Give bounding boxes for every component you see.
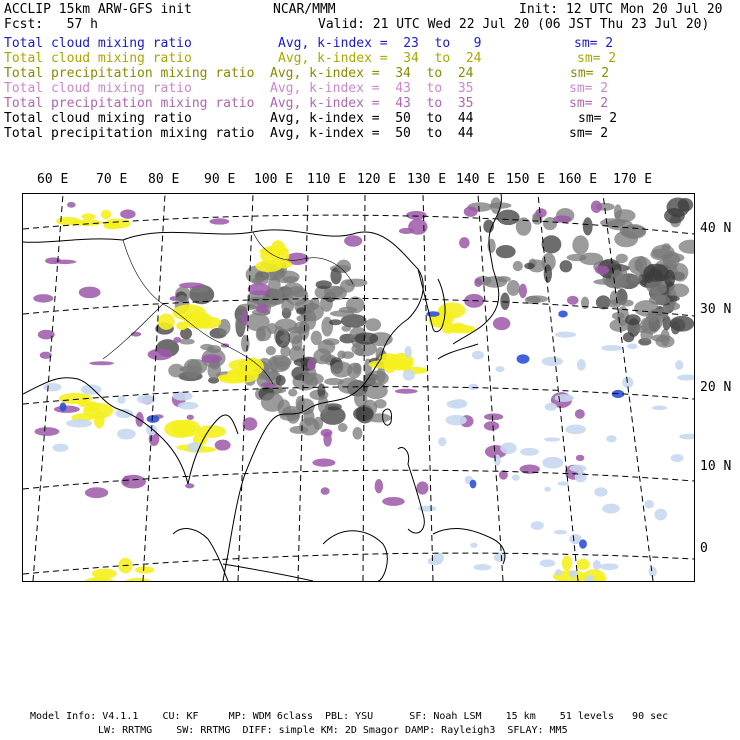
longitude-label: 160 E [558, 172, 598, 187]
cloud-lightblue-patch [555, 569, 562, 576]
cloud-gray-patch [355, 347, 365, 355]
cloud-lightblue-patch [555, 331, 576, 337]
cloud-lightblue-patch [575, 471, 587, 482]
precip-purple-patch [576, 455, 585, 461]
cloud-yellow-patch [101, 210, 111, 220]
latitude-label: 10 N [700, 459, 732, 474]
cloud-gray-patch [316, 280, 332, 289]
cloud-lightblue-patch [652, 406, 667, 411]
legend-k-index-range: Avg, k-index = 50 to 44 [270, 111, 474, 126]
cloud-lightblue-patch [565, 425, 585, 435]
cloud-gray-patch [338, 423, 348, 432]
cloud-gray-patch [266, 346, 276, 355]
cloud-lightblue-patch [600, 563, 619, 570]
precip-purple-patch [241, 311, 248, 326]
cloud-gray-patch [513, 261, 523, 271]
legend-k-index-range: Avg, k-index = 50 to 44 [270, 126, 474, 141]
legend-smoothing: sm= 2 [569, 81, 609, 96]
cloud-lightblue-patch [438, 437, 446, 446]
cloud-gray-patch [338, 378, 362, 394]
precip-purple-patch [395, 389, 418, 394]
precip-purple-patch [321, 429, 333, 437]
cloud-gray-patch [353, 407, 373, 421]
cloud-lightblue-patch [500, 442, 517, 454]
cloud-gray-patch [276, 375, 286, 386]
cloud-gray-patch [183, 359, 202, 379]
cloud-blue-core [147, 415, 160, 423]
cloud-gray-patch [354, 390, 367, 407]
precip-purple-patch [344, 235, 362, 246]
cloud-gray-patch [267, 355, 290, 372]
precip-purple-patch [179, 282, 205, 288]
cloud-gray-patch [261, 393, 284, 412]
cloud-lightblue-patch [675, 360, 683, 370]
precip-purple-patch [553, 215, 571, 222]
cloud-yellow-patch [104, 218, 131, 228]
legend-k-index-range: Avg, k-index = 34 to 24 [278, 51, 482, 66]
cloud-lightblue-patch [602, 504, 620, 514]
precip-purple-patch [567, 296, 579, 305]
longitude-label: 170 E [613, 172, 653, 187]
cloud-gray-patch [648, 309, 668, 320]
cloud-lightblue-patch [554, 530, 567, 535]
cloud-gray-patch [636, 326, 647, 333]
cloud-yellow-patch [193, 316, 222, 328]
cloud-gray-patch [365, 318, 381, 331]
cloud-lightblue-patch [569, 465, 586, 472]
longitude-label: 80 E [148, 172, 180, 187]
cloud-gray-patch [608, 299, 621, 308]
cloud-lightblue-patch [428, 557, 442, 565]
cloud-gray-patch [179, 339, 194, 345]
precip-purple-patch [221, 343, 230, 347]
cloud-lightblue-patch [677, 374, 694, 380]
cloud-yellow-patch [171, 420, 200, 437]
precip-purple-patch [575, 409, 585, 419]
cloud-yellow-patch [135, 566, 154, 573]
precip-purple-patch [416, 481, 428, 494]
init-time: Init: 12 UTC Mon 20 Jul 20 [519, 2, 723, 17]
cloud-blue-core [558, 310, 568, 317]
precip-purple-patch [187, 415, 194, 420]
longitude-label: 140 E [456, 172, 496, 187]
valid-time: Valid: 21 UTC Wed 22 Jul 20 (06 JST Thu 23 Jul 20) [318, 17, 710, 32]
cloud-lightblue-patch [654, 509, 666, 521]
cloud-yellow-patch [78, 399, 89, 407]
precip-purple-patch [474, 278, 482, 287]
precip-purple-patch [459, 237, 470, 248]
cloud-lightblue-patch [557, 481, 568, 485]
precip-purple-patch [173, 337, 181, 343]
precip-purple-patch [256, 304, 268, 313]
latitude-label: 0 [700, 541, 708, 556]
cloud-lightblue-patch [512, 474, 520, 480]
cloud-gray-patch [280, 335, 289, 341]
precip-purple-patch [595, 265, 609, 274]
precip-purple-patch [34, 427, 59, 436]
precip-purple-patch [148, 349, 173, 361]
cloud-gray-patch [630, 274, 642, 282]
cloud-gray-patch [288, 389, 297, 397]
precip-purple-patch [131, 332, 141, 337]
cloud-lightblue-patch [554, 394, 574, 402]
cloud-lightblue-patch [178, 402, 199, 410]
cloud-yellow-patch [446, 325, 476, 334]
longitude-label: 70 E [96, 172, 128, 187]
cloud-lightblue-patch [451, 399, 467, 407]
legend-field-name: Total cloud mixing ratio [4, 81, 192, 96]
legend-smoothing: sm= 2 [574, 36, 614, 51]
cloud-blue-core [60, 402, 67, 411]
cloud-lightblue-patch [593, 560, 601, 570]
cloud-lightblue-patch [468, 384, 479, 390]
cloud-lightblue-patch [81, 385, 102, 395]
cloud-gray-patch [620, 300, 633, 307]
cloud-gray-patch [678, 198, 694, 212]
precip-purple-patch [307, 359, 315, 370]
precip-purple-patch [382, 497, 405, 506]
precip-purple-patch [67, 202, 76, 208]
precip-purple-patch [45, 257, 61, 264]
longitude-label: 120 E [357, 172, 397, 187]
cloud-gray-patch [583, 217, 593, 235]
cloud-gray-patch [560, 260, 573, 272]
cloud-blue-core [579, 539, 587, 548]
cloud-yellow-patch [92, 569, 117, 579]
longitude-label: 90 E [204, 172, 236, 187]
cloud-lightblue-patch [472, 351, 484, 360]
model-title: ACCLIP 15km ARW-GFS init [4, 2, 192, 17]
cloud-gray-patch [625, 314, 641, 325]
org-title: NCAR/MMM [273, 2, 336, 17]
legend-field-name: Total cloud mixing ratio [4, 51, 192, 66]
cloud-gray-patch [311, 331, 322, 346]
cloud-lightblue-patch [606, 435, 617, 442]
cloud-gray-patch [296, 307, 306, 314]
cloud-gray-patch [330, 362, 352, 378]
precip-purple-patch [209, 218, 229, 224]
precip-purple-patch [89, 361, 114, 365]
cloud-gray-patch [352, 427, 362, 440]
precip-purple-patch [312, 459, 335, 467]
cloud-lightblue-patch [473, 564, 491, 570]
cloud-lightblue-patch [470, 543, 477, 548]
cloud-lightblue-patch [115, 409, 133, 418]
precip-purple-patch [170, 296, 179, 301]
cloud-gray-patch [500, 292, 509, 310]
precip-purple-patch [535, 208, 546, 217]
map-canvas [23, 194, 694, 581]
cloud-lightblue-patch [540, 559, 556, 567]
precip-purple-patch [201, 354, 221, 363]
cloud-yellow-patch [576, 559, 589, 570]
forecast-hour: Fcst: 57 h [4, 17, 98, 32]
cloud-lightblue-patch [542, 457, 563, 469]
longitude-label: 110 E [307, 172, 347, 187]
precip-purple-patch [493, 317, 510, 330]
legend-field-name: Total precipitation mixing ratio [4, 126, 255, 141]
cloud-gray-patch [507, 280, 520, 296]
precip-purple-patch [248, 283, 271, 295]
precip-purple-patch [185, 483, 194, 488]
cloud-gray-patch [623, 332, 634, 342]
model-info-line: Model Info: V4.1.1 CU: KF MP: WDM 6class PBL: YSU SF: Noah LSM 15 km 51 levels 90 sec [30, 711, 669, 722]
longitude-label: 130 E [407, 172, 447, 187]
cloud-yellow-patch [228, 359, 260, 371]
latitude-label: 30 N [700, 302, 732, 317]
cloud-lightblue-patch [520, 448, 539, 456]
cloud-lightblue-patch [43, 383, 61, 391]
cloud-yellow-patch [123, 578, 154, 581]
cloud-gray-patch [339, 307, 357, 313]
physics-info-line: LW: RRTMG SW: RRTMG DIFF: simple KM: 2D Smagor DAMP: Rayleigh3 SFLAY: MM5 [98, 725, 568, 736]
cloud-yellow-patch [384, 358, 396, 373]
legend-smoothing: sm= 2 [570, 66, 610, 81]
latitude-label: 20 N [700, 380, 732, 395]
precip-purple-patch [85, 487, 108, 498]
cloud-gray-patch [329, 319, 342, 325]
cloud-gray-patch [612, 312, 625, 320]
cloud-gray-patch [377, 367, 386, 384]
cloud-lightblue-patch [569, 570, 578, 578]
cloud-yellow-patch [158, 313, 175, 329]
precip-purple-patch [484, 421, 499, 430]
cloud-lightblue-patch [577, 359, 586, 371]
precip-purple-patch [591, 201, 602, 213]
cloud-lightblue-patch [601, 345, 622, 351]
precip-purple-patch [519, 284, 527, 299]
cloud-lightblue-patch [544, 437, 560, 441]
cloud-gray-patch [542, 235, 562, 253]
legend-field-name: Total precipitation mixing ratio [4, 96, 255, 111]
legend-smoothing: sm= 2 [578, 111, 618, 126]
longitude-label: 100 E [254, 172, 294, 187]
legend-smoothing: sm= 2 [569, 96, 609, 111]
cloud-gray-patch [670, 316, 694, 332]
cloud-gray-patch [241, 335, 250, 352]
map-panel [22, 193, 695, 582]
cloud-blue-core [517, 354, 530, 364]
cloud-gray-patch [544, 264, 552, 282]
precip-purple-patch [243, 417, 258, 430]
cloud-gray-patch [283, 276, 298, 283]
cloud-gray-patch [614, 231, 638, 247]
precip-purple-patch [215, 440, 231, 451]
legend-field-name: Total precipitation mixing ratio [4, 66, 255, 81]
cloud-gray-patch [607, 219, 633, 230]
cloud-lightblue-patch [496, 366, 505, 372]
cloud-lightblue-patch [117, 429, 136, 440]
cloud-lightblue-patch [545, 403, 557, 411]
precip-purple-patch [484, 413, 503, 420]
cloud-blue-core [470, 480, 477, 489]
precip-purple-patch [54, 405, 80, 412]
cloud-lightblue-patch [404, 346, 411, 358]
legend-k-index-range: Avg, k-index = 23 to 9 [278, 36, 482, 51]
longitude-label: 150 E [506, 172, 546, 187]
legend-field-name: Total cloud mixing ratio [4, 111, 192, 126]
cloud-lightblue-patch [403, 369, 415, 380]
cloud-yellow-patch [255, 260, 282, 272]
cloud-lightblue-patch [542, 357, 563, 366]
cloud-gray-patch [337, 350, 345, 359]
legend-field-name: Total cloud mixing ratio [4, 36, 192, 51]
precip-purple-patch [321, 487, 330, 495]
cloud-gray-patch [313, 348, 331, 364]
cloud-lightblue-patch [644, 500, 654, 508]
cloud-gray-patch [321, 317, 333, 337]
cloud-lightblue-patch [679, 434, 694, 440]
legend-smoothing: sm= 2 [569, 126, 609, 141]
cloud-gray-patch [497, 210, 520, 225]
cloud-lightblue-patch [627, 344, 638, 349]
legend-k-index-range: Avg, k-index = 34 to 24 [270, 66, 474, 81]
cloud-gray-patch [323, 338, 340, 345]
cloud-gray-patch [654, 296, 667, 302]
precip-purple-patch [120, 209, 135, 218]
cloud-lightblue-patch [544, 487, 550, 492]
cloud-gray-patch [374, 399, 386, 408]
cloud-lightblue-patch [66, 419, 92, 427]
cloud-gray-patch [238, 304, 257, 311]
cloud-gray-patch [614, 204, 622, 218]
cloud-gray-patch [664, 270, 675, 287]
cloud-gray-patch [660, 329, 670, 346]
precip-purple-patch [375, 479, 383, 493]
precip-purple-patch [33, 294, 53, 302]
cloud-yellow-patch [562, 556, 572, 571]
cloud-gray-patch [634, 259, 643, 271]
cloud-lightblue-patch [52, 444, 68, 452]
cloud-gray-patch [490, 197, 501, 214]
cloud-gray-patch [572, 235, 588, 254]
cloud-lightblue-patch [531, 521, 544, 530]
precip-purple-patch [79, 287, 101, 299]
cloud-gray-patch [257, 326, 272, 341]
latitude-label: 40 N [700, 221, 732, 236]
longitude-label: 60 E [37, 172, 69, 187]
cloud-lightblue-patch [117, 396, 125, 403]
cloud-lightblue-patch [594, 487, 607, 496]
cloud-gray-patch [524, 263, 535, 269]
legend-smoothing: sm= 2 [577, 51, 617, 66]
precip-purple-patch [408, 219, 427, 235]
cloud-yellow-patch [81, 213, 95, 219]
legend-k-index-range: Avg, k-index = 43 to 35 [270, 96, 474, 111]
cloud-lightblue-patch [671, 454, 684, 462]
cloud-lightblue-patch [137, 395, 156, 404]
cloud-gray-patch [355, 332, 379, 344]
cloud-gray-patch [318, 395, 329, 414]
cloud-gray-patch [275, 319, 297, 332]
cloud-yellow-patch [259, 247, 287, 255]
legend-k-index-range: Avg, k-index = 43 to 35 [270, 81, 474, 96]
precip-purple-patch [464, 206, 478, 216]
cloud-lightblue-patch [446, 415, 467, 426]
cloud-gray-patch [496, 245, 516, 258]
cloud-gray-patch [679, 240, 694, 254]
cloud-gray-patch [497, 276, 511, 282]
